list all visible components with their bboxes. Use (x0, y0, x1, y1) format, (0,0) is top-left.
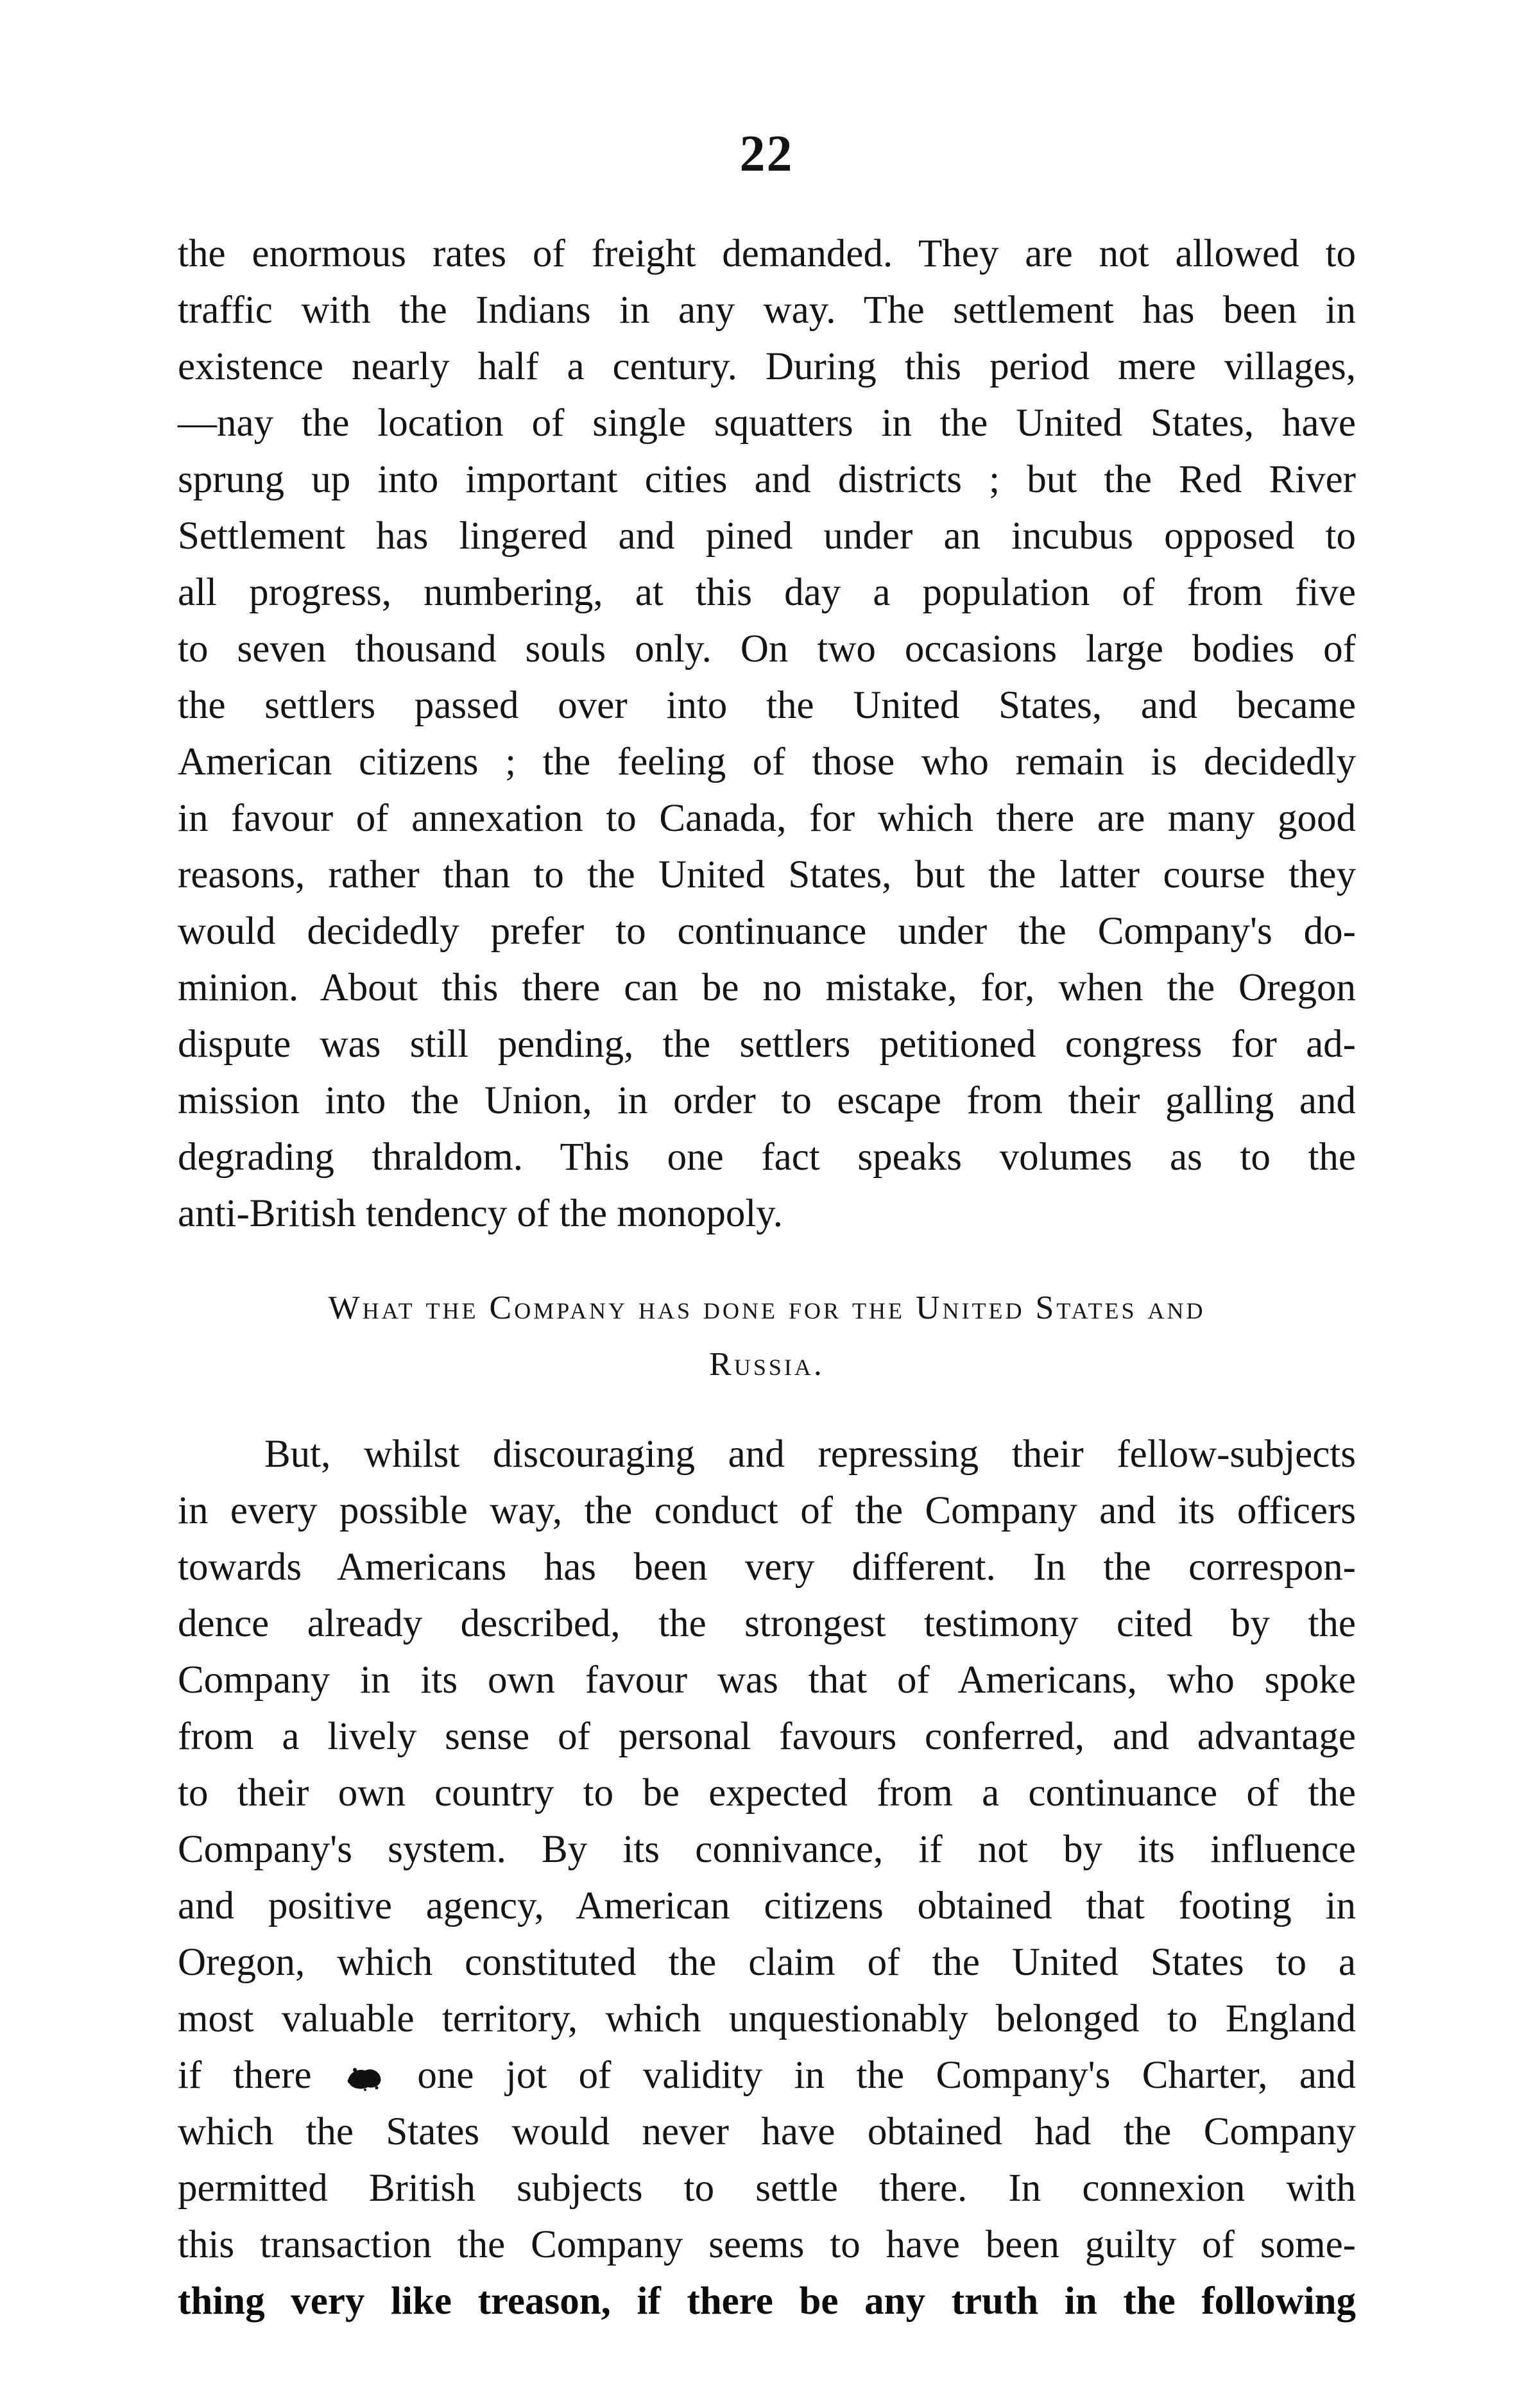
text-line: degrading thraldom. This one fact speaks volumes as to the (178, 1136, 1356, 1179)
text-line: in favour of annexation to Canada, for which there are many good (178, 797, 1356, 840)
text-line: existence nearly half a century. During this period mere villages, (178, 345, 1356, 388)
paragraph-1 (178, 226, 1356, 1242)
text-line: mission into the Union, in order to escape from their galling and (178, 1079, 1356, 1122)
text-line: —nay the location of single squatters in the United States, have (178, 402, 1356, 445)
text-line: traffic with the Indians in any way. The settlement has been in (178, 289, 1356, 332)
text-line: Settlement has lingered and pined under an incubus opposed to (178, 515, 1356, 558)
text-line: the settlers passed over into the United States, and became (178, 684, 1356, 727)
text-line: thing very like treason, if there be any truth in the following (178, 2280, 1356, 2323)
text-line: to seven thousand souls only. On two occasions large bodies of (178, 628, 1356, 670)
section-heading (178, 1280, 1356, 1393)
text-line: Company's system. By its connivance, if not by its influence (178, 1828, 1356, 1871)
text-line: American citizens ; the feeling of those who remain is decidedly (178, 740, 1356, 783)
text-line: which the States would never have obtained had the Company (178, 2110, 1356, 2153)
text-line: the enormous rates of freight demanded. They are not allowed to (178, 232, 1356, 275)
text-line: all progress, numbering, at this day a population of from five (178, 571, 1356, 614)
text-line: to their own country to be expected from a continuance of the (178, 1772, 1356, 1815)
text-before-blot: if there (178, 2054, 312, 2097)
text-line: from a lively sense of personal favours conferred, and advantage (178, 1715, 1356, 1758)
text-line: dence already described, the strongest testimony cited by the (178, 1602, 1356, 1645)
text-line: towards Americans has been very different. In the correspon- (178, 1546, 1356, 1589)
text-line: would decidedly prefer to continuance under the Company's do- (178, 910, 1356, 953)
page-number: 22 (739, 126, 794, 182)
text-line: most valuable territory, which unquestionably belonged to England (178, 1997, 1356, 2040)
section-heading-line-2: Russia. (709, 1346, 825, 1383)
text-line: dispute was still pending, the settlers petitioned congress for ad- (178, 1023, 1356, 1066)
text-line: Company in its own favour was that of Americans, who spoke (178, 1659, 1356, 1702)
section-heading-line-1: What the Company has done for the United States and (328, 1290, 1206, 1326)
text-line: and positive agency, American citizens obtained that footing in (178, 1884, 1356, 1927)
text-line: minion. About this there can be no mistake, for, when the Oregon (178, 966, 1356, 1009)
text-line: anti-British tendency of the monopoly. (178, 1192, 784, 1235)
text-after-blot: one jot of validity in the Company's Charter, and (417, 2054, 1356, 2097)
paragraph-2 (178, 1426, 1356, 2330)
text-line: reasons, rather than to the United States, but the latter course they (178, 853, 1356, 896)
text-line: sprung up into important cities and districts ; but the Red River (178, 458, 1356, 501)
text-line: Oregon, which constituted the claim of the United States to a (178, 1941, 1356, 1984)
text-line: permitted British subjects to settle there. In connexion with (178, 2167, 1356, 2210)
text-line: in every possible way, the conduct of the Company and its officers (178, 1489, 1356, 1532)
text-line-with-ink-blot (178, 2047, 1356, 2104)
text-line: But, whilst discouraging and repressing their fellow-subjects (264, 1433, 1356, 1476)
ink-blot (346, 2065, 383, 2092)
text-line: this transaction the Company seems to have been guilty of some- (178, 2223, 1356, 2266)
